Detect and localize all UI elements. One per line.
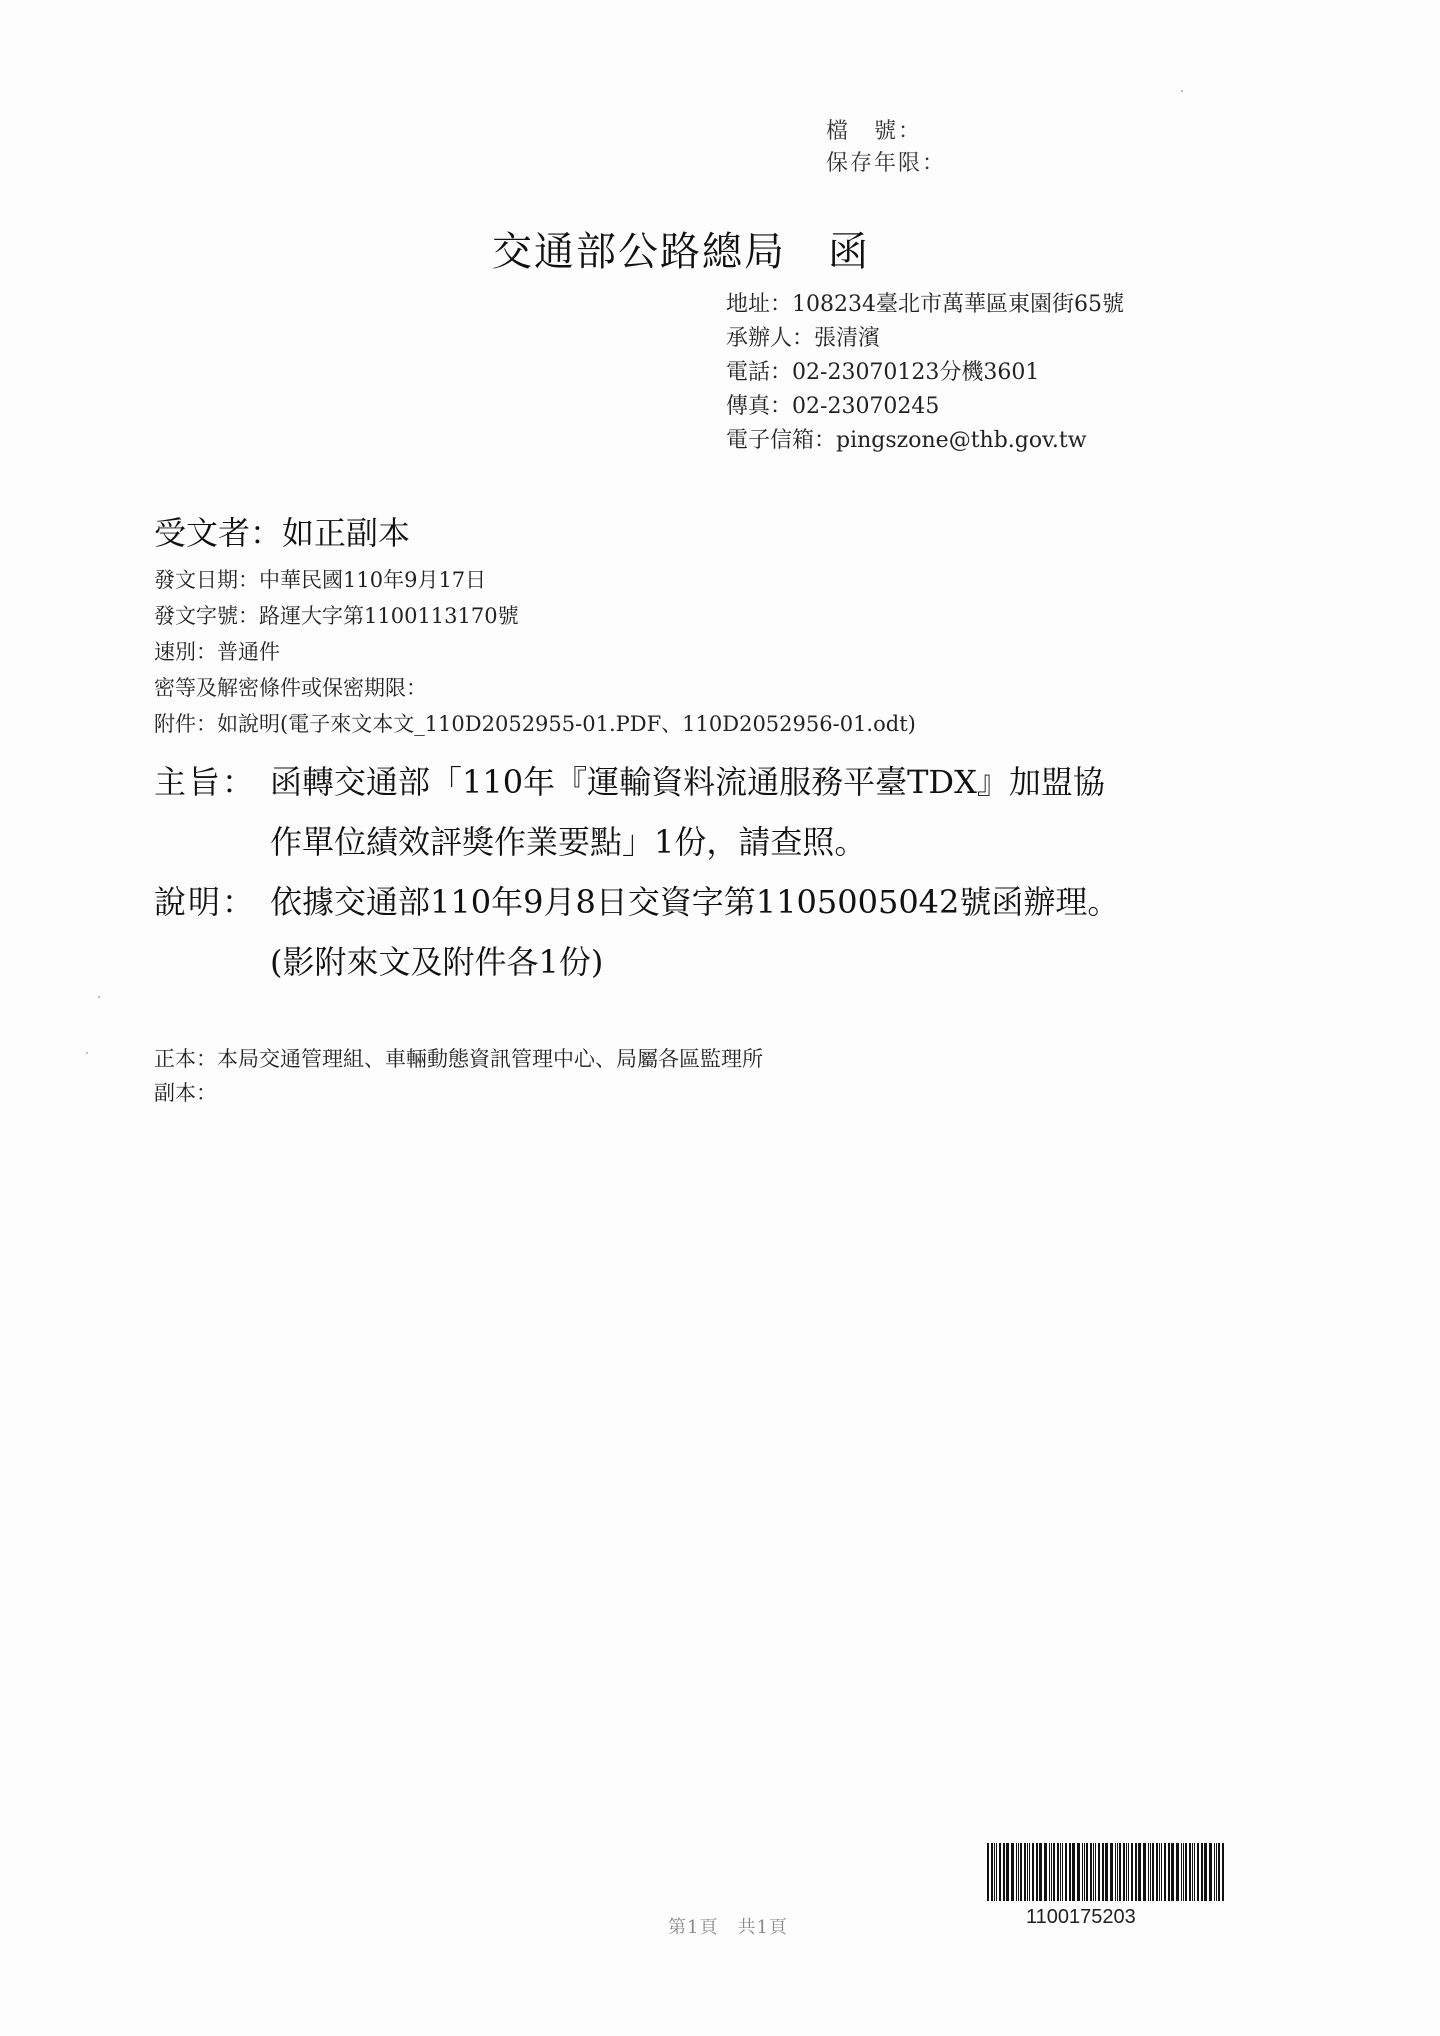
barcode bbox=[985, 1843, 1229, 1901]
document-title: 交通部公路總局 函 bbox=[492, 229, 870, 275]
address-label: 地址： bbox=[726, 292, 793, 317]
handler-value: 張清濱 bbox=[814, 326, 881, 351]
scan-speck bbox=[86, 1052, 88, 1054]
file-no-label: 檔 號： bbox=[826, 119, 923, 144]
contact-block bbox=[726, 288, 1124, 458]
subject-label: 主旨： bbox=[154, 763, 257, 801]
secrecy-level: 密等及解密條件或保密期限： bbox=[154, 676, 427, 700]
email-value: pingszone@thb.gov.tw bbox=[836, 428, 1087, 453]
handler-label: 承辦人： bbox=[726, 326, 815, 351]
copies-block bbox=[154, 1042, 763, 1110]
fax-label: 傳真： bbox=[726, 394, 793, 419]
attachment-line: 附件：如說明(電子來文本文_110D2052955-01.PDF、110D2052956-01.odt) bbox=[154, 712, 916, 736]
explanation-label: 說明： bbox=[154, 883, 257, 921]
retention-label: 保存年限： bbox=[826, 151, 947, 176]
dispatch-number: 發文字號：路運大字第1100113170號 bbox=[154, 604, 519, 628]
dispatch-date: 發文日期：中華民國110年9月17日 bbox=[154, 568, 487, 592]
archive-info bbox=[826, 116, 948, 180]
barcode-number: 1100175203 bbox=[1026, 1906, 1136, 1928]
scan-speck bbox=[98, 996, 100, 998]
subject-line-1: 函轉交通部「110年『運輸資料流通服務平臺TDX』加盟協 bbox=[270, 763, 1105, 801]
delivery-speed: 速別：普通件 bbox=[154, 640, 280, 664]
address-value: 108234臺北市萬華區東園街65號 bbox=[792, 292, 1124, 317]
dispatch-meta bbox=[154, 562, 916, 742]
recipient: 受文者：如正副本 bbox=[154, 514, 411, 552]
subject-line-2: 作單位績效評獎作業要點」1份，請查照。 bbox=[270, 823, 867, 861]
page-number: 第1頁 共1頁 bbox=[668, 1917, 788, 1938]
original-recipients: 正本：本局交通管理組、車輛動態資訊管理中心、局屬各區監理所 bbox=[154, 1047, 763, 1071]
phone-label: 電話： bbox=[726, 360, 793, 385]
fax-value: 02-23070245 bbox=[792, 394, 940, 419]
explanation-line-1: 依據交通部110年9月8日交資字第1105005042號函辦理。 bbox=[270, 883, 1120, 921]
phone-value: 02-23070123分機3601 bbox=[792, 360, 1040, 385]
explanation-line-2: (影附來文及附件各1份) bbox=[270, 943, 604, 981]
email-label: 電子信箱： bbox=[726, 428, 837, 453]
scan-speck bbox=[1181, 90, 1183, 92]
main-content bbox=[154, 752, 1119, 992]
copy-recipients: 副本： bbox=[154, 1081, 217, 1105]
